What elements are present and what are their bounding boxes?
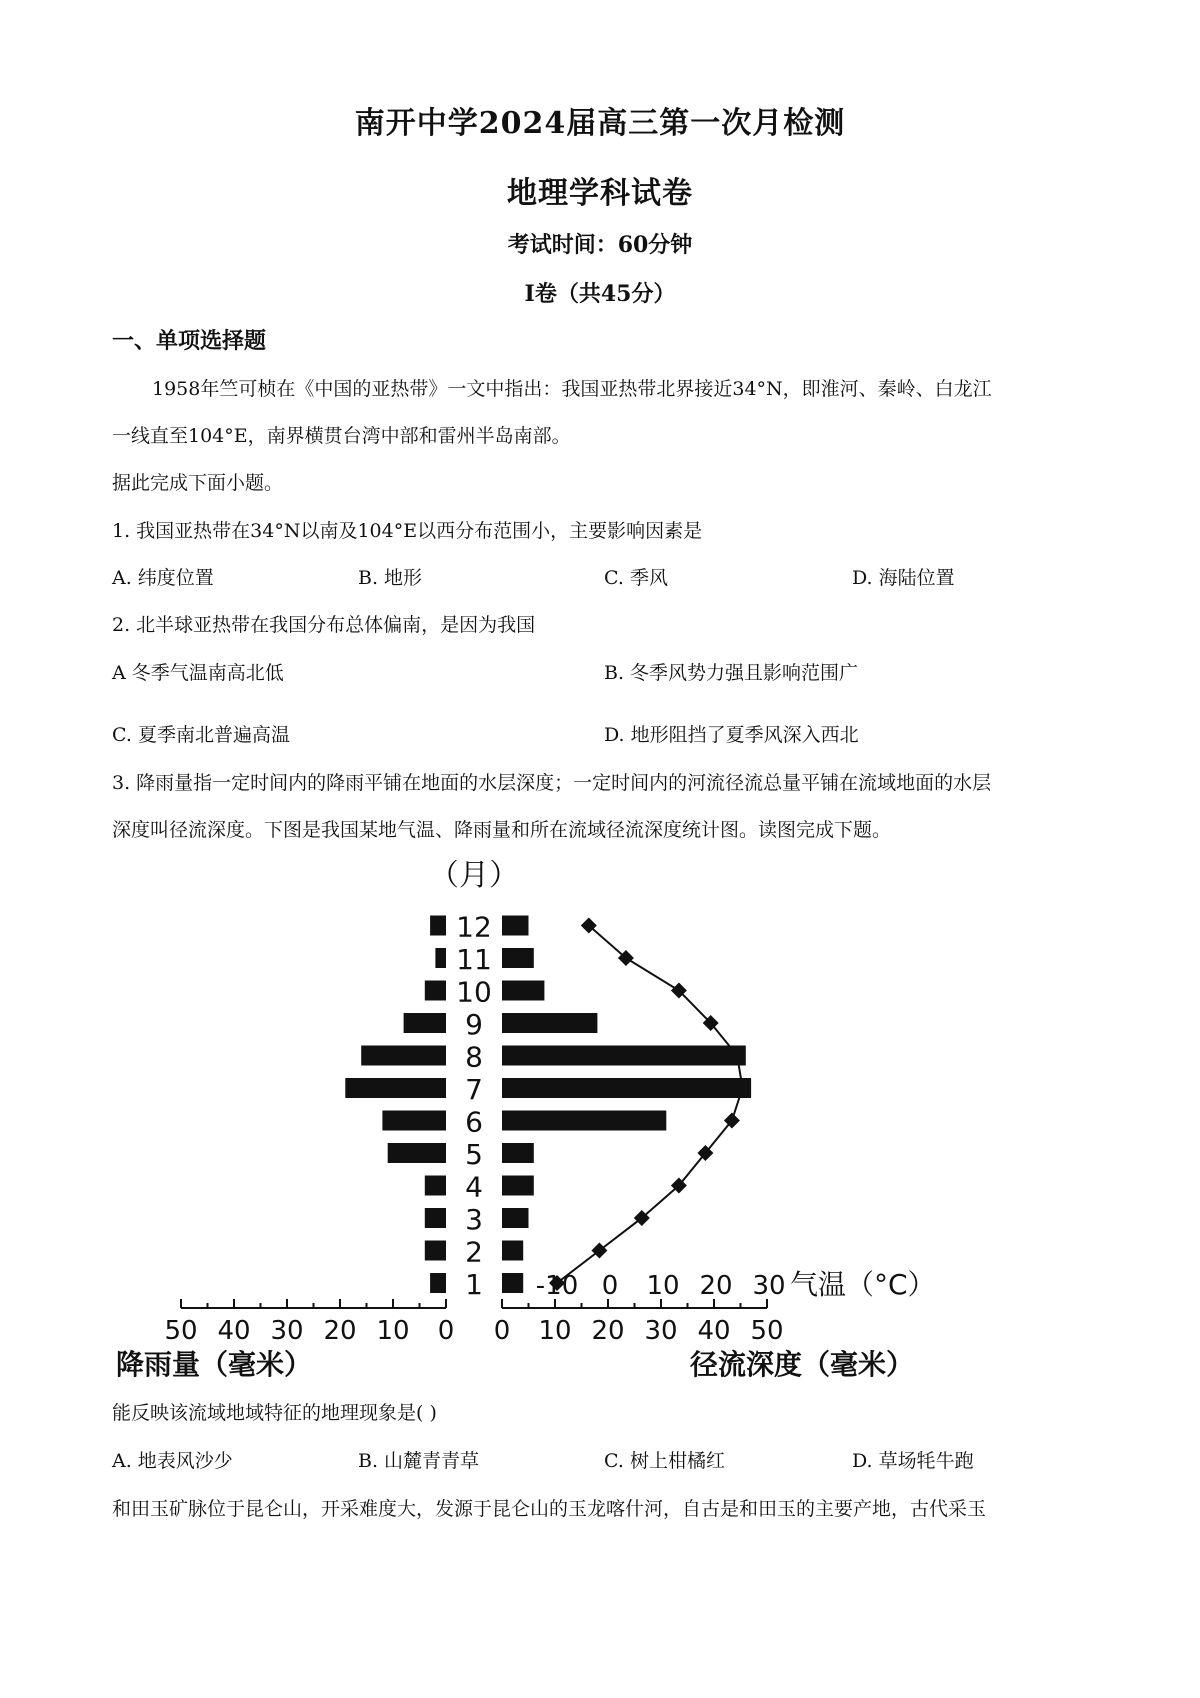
intro-line-3: 据此完成下面小题。 xyxy=(112,472,284,494)
precip-bar xyxy=(435,948,446,968)
temp-tick-label: 0 xyxy=(601,1271,619,1301)
precip-bar xyxy=(425,1176,446,1196)
precip-bar xyxy=(425,1241,446,1261)
temp-tick-label: -10 xyxy=(535,1271,579,1301)
temp-tick-label: 30 xyxy=(752,1271,786,1301)
month-label: 9 xyxy=(465,1008,483,1041)
runoff-tick-label: 30 xyxy=(644,1316,678,1346)
month-label: 7 xyxy=(465,1073,483,1106)
month-label: 5 xyxy=(465,1138,483,1171)
precip-bar xyxy=(430,1273,446,1293)
question-3-question: 能反映该流域地域特征的地理现象是( ) xyxy=(112,1402,437,1424)
question-2-stem: 2. 北半球亚热带在我国分布总体偏南，是因为我国 xyxy=(112,614,536,636)
runoff-tick-label: 10 xyxy=(538,1316,572,1346)
runoff-bar xyxy=(502,981,544,1001)
precip-bar xyxy=(388,1143,446,1163)
runoff-bar xyxy=(502,1176,534,1196)
question-2-option-c[interactable]: C. 夏季南北普遍高温 xyxy=(112,724,290,746)
runoff-bar xyxy=(502,1273,523,1293)
intro-line-2: 一线直至104°E，南界横贯台湾中部和雷州半岛南部。 xyxy=(112,425,571,447)
month-label: 3 xyxy=(465,1203,483,1236)
runoff-bar xyxy=(502,948,534,968)
question-2-option-b[interactable]: B. 冬季风势力强且影响范围广 xyxy=(604,662,859,684)
precip-bar xyxy=(430,916,446,936)
month-label: 8 xyxy=(465,1040,483,1074)
precip-tick-label: 40 xyxy=(217,1316,251,1346)
runoff-bar xyxy=(502,1208,529,1228)
temp-axis-label: 气温（°C） xyxy=(790,1268,936,1301)
climate-chart xyxy=(0,860,1200,1380)
runoff-bar xyxy=(502,1013,597,1033)
runoff-bar xyxy=(502,916,529,936)
precip-axis-label: 降雨量（毫米） xyxy=(116,1348,313,1380)
month-label: 10 xyxy=(456,975,492,1009)
question-3-option-d[interactable]: D. 草场牦牛跑 xyxy=(852,1450,974,1472)
temperature-point xyxy=(591,1243,607,1259)
precip-tick-label: 0 xyxy=(437,1316,455,1346)
temp-tick-label: 20 xyxy=(699,1271,733,1301)
question-3-option-a[interactable]: A. 地表风沙少 xyxy=(112,1450,233,1472)
question-3-option-b[interactable]: B. 山麓青青草 xyxy=(358,1450,480,1472)
runoff-bar xyxy=(502,1143,534,1163)
month-axis-label: （月） xyxy=(429,860,519,893)
runoff-tick-label: 40 xyxy=(697,1316,731,1346)
month-label: 6 xyxy=(465,1105,483,1139)
page-title: 南开中学2024届高三第一次月检测 xyxy=(354,106,846,141)
question-2-option-d[interactable]: D. 地形阻挡了夏季风深入西北 xyxy=(604,724,859,746)
exam-time: 考试时间：60分钟 xyxy=(507,232,693,258)
runoff-axis-label: 径流深度（毫米） xyxy=(690,1348,915,1380)
volume-label: Ⅰ卷（共45分） xyxy=(524,281,676,307)
section-title: 一、单项选择题 xyxy=(112,328,267,354)
month-label: 11 xyxy=(456,943,492,976)
question-1-option-a[interactable]: A. 纬度位置 xyxy=(112,567,214,589)
runoff-tick-label: 0 xyxy=(493,1316,511,1346)
temp-tick-label: 10 xyxy=(646,1271,680,1301)
precip-bar xyxy=(425,1208,446,1228)
month-label: 12 xyxy=(456,910,492,944)
page-subtitle: 地理学科试卷 xyxy=(507,176,693,211)
precip-bar xyxy=(361,1046,446,1066)
question-1-stem: 1. 我国亚热带在34°N以南及104°E以西分布范围小，主要影响因素是 xyxy=(112,520,703,542)
precip-bar xyxy=(345,1078,446,1098)
precip-tick-label: 10 xyxy=(376,1316,410,1346)
question-3-stem-line-2: 深度叫径流深度。下图是我国某地气温、降雨量和所在流域径流深度统计图。读图完成下题。 xyxy=(112,819,892,841)
question-2-option-a[interactable]: A 冬季气温南高北低 xyxy=(112,662,284,684)
precip-bar xyxy=(382,1111,446,1131)
question-1-option-c[interactable]: C. 季风 xyxy=(604,567,668,589)
precip-tick-label: 50 xyxy=(164,1316,198,1346)
precip-bar xyxy=(404,1013,446,1033)
precip-tick-label: 20 xyxy=(323,1316,357,1346)
question-1-option-b[interactable]: B. 地形 xyxy=(358,567,423,589)
month-label: 2 xyxy=(465,1235,483,1269)
runoff-tick-label: 20 xyxy=(591,1316,625,1346)
trailing-text: 和田玉矿脉位于昆仑山，开采难度大，发源于昆仑山的玉龙喀什河，自古是和田玉的主要产地，古代采玉 xyxy=(112,1498,987,1520)
question-3-stem-line-1: 3. 降雨量指一定时间内的降雨平铺在地面的水层深度；一定时间内的河流径流总量平铺在流域地面的水层 xyxy=(112,772,992,794)
question-1-option-d[interactable]: D. 海陆位置 xyxy=(852,567,955,589)
runoff-bar xyxy=(502,1111,666,1131)
temperature-line xyxy=(557,926,743,1284)
month-label: 4 xyxy=(465,1170,483,1204)
runoff-bar xyxy=(502,1046,746,1066)
month-label: 1 xyxy=(465,1268,483,1301)
precip-bar xyxy=(425,981,446,1001)
question-3-option-c[interactable]: C. 树上柑橘红 xyxy=(604,1450,725,1472)
intro-line-1: 1958年竺可桢在《中国的亚热带》一文中指出：我国亚热带北界接近34°N，即淮河、秦岭、白龙江 xyxy=(152,378,992,400)
precip-tick-label: 30 xyxy=(270,1316,304,1346)
runoff-bar xyxy=(502,1078,751,1098)
runoff-tick-label: 50 xyxy=(750,1316,784,1346)
runoff-bar xyxy=(502,1241,523,1261)
